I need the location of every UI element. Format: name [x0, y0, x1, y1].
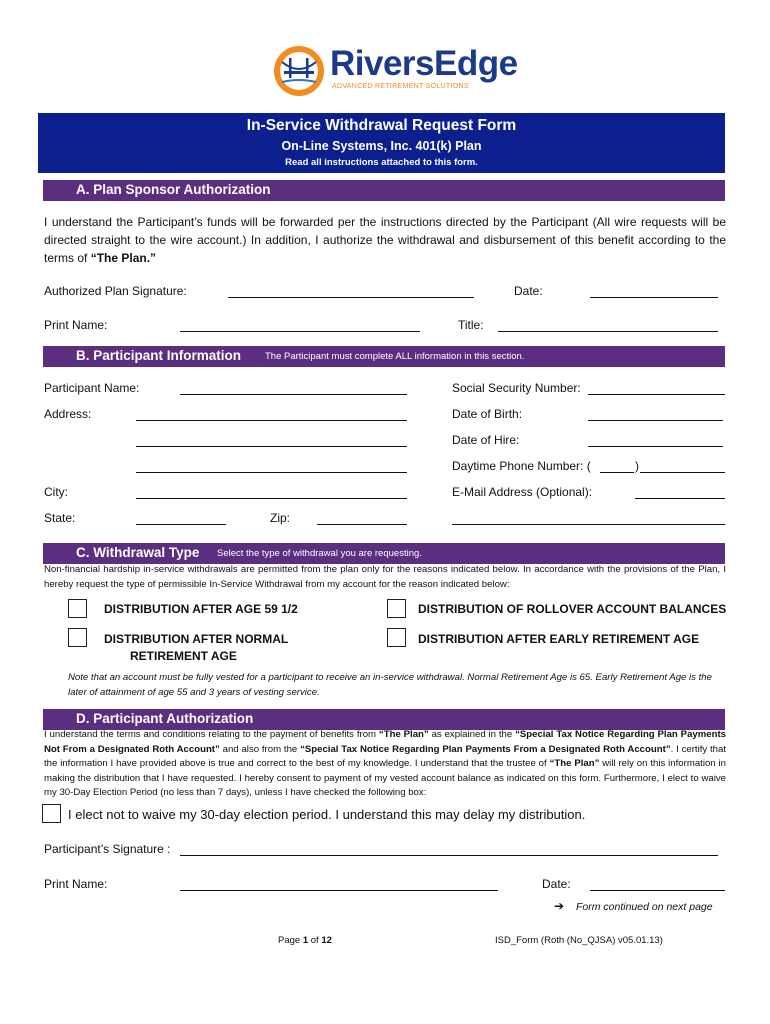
- option-normal-retirement-checkbox[interactable]: [68, 628, 87, 647]
- authorized-signature-label: Authorized Plan Signature:: [44, 284, 187, 298]
- section-d-text-2: as explained in the: [428, 729, 516, 740]
- sponsor-print-name-field[interactable]: [180, 331, 420, 332]
- page-of: of: [308, 935, 322, 946]
- email-field-2[interactable]: [452, 524, 725, 525]
- ssn-field[interactable]: [588, 394, 725, 395]
- phone-area-code-field[interactable]: [600, 472, 634, 473]
- section-c-text: Non-financial hardship in-service withdrawals are permitted from the plan only for the reasons indicated below. In accordance with the provisions of the Plan, I hereby request the type of permissible In-Service Withdrawal from my account for the reason indicated below:: [44, 564, 726, 590]
- sponsor-title-field[interactable]: [498, 331, 718, 332]
- option-early-retirement-label: DISTRIBUTION AFTER EARLY RETIREMENT AGE: [418, 632, 700, 646]
- address-field-2[interactable]: [136, 446, 407, 447]
- waive-election-checkbox[interactable]: [42, 804, 61, 823]
- section-c-header: [43, 543, 725, 564]
- section-d-text-5: will rely on this information in making the distribution that I have requested. I hereby consent to payment of my vested account balance as indicated on this form. Furthermore, I elect to waive my 30-Day Election Period (no less than 7 days), unless I have checked the following box:: [44, 758, 726, 798]
- phone-label: Daytime Phone Number: (: [452, 459, 591, 473]
- authorized-signature-field[interactable]: [228, 297, 474, 298]
- hire-date-label: Date of Hire:: [452, 433, 520, 447]
- zip-label: Zip:: [270, 511, 291, 525]
- page-total: 12: [321, 935, 332, 946]
- participant-print-name-field[interactable]: [180, 890, 498, 891]
- section-b-title: B. Participant Information: [76, 348, 242, 363]
- sponsor-print-name-label: Print Name:: [44, 318, 108, 332]
- phone-number-field[interactable]: [640, 472, 725, 473]
- page-indicator: [278, 935, 332, 946]
- section-d-header: [43, 709, 725, 730]
- phone-paren-close: ): [635, 459, 639, 473]
- address-label: Address:: [44, 407, 92, 421]
- vesting-note: Note that an account must be fully vested for a participant to receive an in-service withdrawal. Normal Retirement Age is 65. Early Retirement Age is the later of attainment of age 55 and 3 years of vesting service.: [68, 672, 712, 698]
- address-field-3[interactable]: [136, 472, 407, 473]
- option-rollover-label: DISTRIBUTION OF ROLLOVER ACCOUNT BALANCES: [418, 602, 727, 616]
- participant-signature-field[interactable]: [180, 855, 718, 856]
- section-c-note: Select the type of withdrawal you are requesting.: [217, 548, 422, 559]
- section-d-title: D. Participant Authorization: [76, 711, 254, 726]
- form-title: In-Service Withdrawal Request Form: [246, 117, 517, 134]
- section-d-bold-1: “The Plan”: [378, 729, 429, 740]
- sponsor-date-label: Date:: [514, 284, 543, 298]
- logo-emblem-icon: [272, 44, 326, 98]
- instructions-note: Read all instructions attached to this form.: [285, 157, 478, 168]
- state-field[interactable]: [136, 524, 226, 525]
- logo-wordmark: RiversEdge: [330, 44, 518, 83]
- section-d-text: [44, 728, 726, 801]
- state-label: State:: [44, 511, 76, 525]
- option-age-59-checkbox[interactable]: [68, 599, 87, 618]
- company-logo: [272, 44, 518, 96]
- option-age-59-label: DISTRIBUTION AFTER AGE 59 1/2: [104, 602, 298, 616]
- section-a-header: [43, 180, 725, 201]
- section-b-header: [43, 346, 725, 367]
- section-b-note: The Participant must complete ALL information in this section.: [265, 351, 525, 362]
- sponsor-title-label: Title:: [458, 318, 484, 332]
- section-d-text-1: I understand the terms and conditions relating to the payment of benefits from: [44, 729, 379, 740]
- city-label: City:: [44, 485, 68, 499]
- participant-name-label: Participant Name:: [44, 381, 140, 395]
- form-id: ISD_Form (Roth (No_QJSA) v05.01.13): [495, 935, 663, 946]
- participant-print-name-label: Print Name:: [44, 877, 108, 891]
- participant-signature-label: Participant’s Signature :: [44, 842, 171, 856]
- zip-field[interactable]: [317, 524, 407, 525]
- option-early-retirement-checkbox[interactable]: [387, 628, 406, 647]
- waive-election-label: I elect not to waive my 30-day election period. I understand this may delay my distribution.: [68, 807, 586, 822]
- hire-date-field[interactable]: [588, 446, 723, 447]
- email-label: E-Mail Address (Optional):: [452, 485, 593, 499]
- form-continued-note: Form continued on next page: [576, 901, 713, 913]
- section-a-title: A. Plan Sponsor Authorization: [76, 182, 271, 197]
- city-field[interactable]: [136, 498, 407, 499]
- section-d-bold-3: “Special Tax Notice Regarding Plan Payments From a Designated Roth Account”: [300, 743, 671, 755]
- logo-tagline: ADVANCED RETIREMENT SOLUTIONS: [332, 83, 469, 90]
- participant-date-field[interactable]: [590, 890, 725, 891]
- participant-name-field[interactable]: [180, 394, 407, 395]
- sponsor-date-field[interactable]: [590, 297, 718, 298]
- option-normal-retirement-label-2: RETIREMENT AGE: [130, 649, 237, 663]
- section-d-text-3: and also from the: [219, 743, 301, 755]
- email-field[interactable]: [635, 498, 725, 499]
- section-d-bold-2: “Special Tax Notice Regarding Plan Payments Not From a Designated Roth Account”: [44, 729, 726, 755]
- participant-date-label: Date:: [542, 877, 571, 891]
- section-c-title: C. Withdrawal Type: [76, 545, 200, 560]
- dob-field[interactable]: [588, 420, 723, 421]
- arrow-right-icon: ➔: [554, 899, 565, 913]
- plan-reference: “The Plan.”: [90, 251, 157, 265]
- address-field-1[interactable]: [136, 420, 407, 421]
- section-d-text-4: . I certify that the information I have provided above is true and correct to the best of my knowledge. I understand that the trustee of: [44, 743, 726, 769]
- section-d-bold-4: “The Plan”: [549, 758, 600, 769]
- ssn-label: Social Security Number:: [452, 381, 581, 395]
- plan-name: On-Line Systems, Inc. 401(k) Plan: [281, 139, 482, 153]
- page-prefix: Page: [278, 935, 303, 946]
- page-number: 1: [302, 935, 309, 946]
- dob-label: Date of Birth:: [452, 407, 523, 421]
- section-a-body: I understand the Participant’s funds will be forwarded per the instructions directed by the Participant (All wire requests will be directed straight to the wire account.) In addition, I authorize the withdrawal and disbursement of this benefit according to the terms of: [44, 215, 726, 265]
- option-normal-retirement-label-1: DISTRIBUTION AFTER NORMAL: [104, 632, 289, 646]
- section-a-text: [44, 213, 726, 267]
- option-rollover-checkbox[interactable]: [387, 599, 406, 618]
